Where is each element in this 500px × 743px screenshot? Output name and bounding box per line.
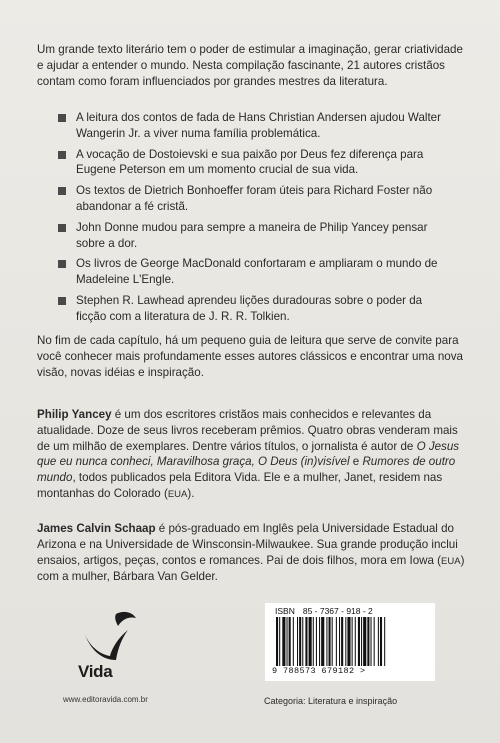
country-abbrev: EUA — [167, 488, 188, 500]
author-name: James Calvin Schaap — [37, 522, 156, 535]
book-title: que eu nunca conheci, Maravilhosa graça, O Deus (in)visível — [37, 455, 350, 469]
book-title: mundo — [37, 471, 73, 485]
square-bullet-icon — [58, 187, 66, 195]
bio-text: ). — [187, 486, 195, 500]
category-label: Categoria: Literatura e inspiração — [264, 696, 398, 706]
square-bullet-icon — [58, 151, 66, 159]
bio-text: de um milhão de exemplares. Dentre vários títulos, o jornalista é autor de — [37, 439, 417, 453]
barcode-icon — [274, 617, 422, 666]
author-bio-yancey — [37, 407, 467, 503]
closing-paragraph — [37, 333, 467, 380]
list-item-line: John Donne mudou para sempre a maneira de Philip Yancey pensar — [76, 220, 428, 234]
intro-line: e ajudar a entender o mundo. Nesta compilação fascinante, 21 autores cristãos — [37, 58, 445, 72]
list-item — [58, 147, 478, 179]
publisher-logo-text: Vida — [78, 662, 113, 681]
list-item — [58, 183, 478, 215]
square-bullet-icon — [58, 297, 66, 305]
list-item-line: abandonar a fé cristã. — [76, 199, 189, 213]
bio-line — [37, 553, 467, 570]
list-item — [58, 220, 478, 252]
bio-text: é pós-graduado em Inglês pela Universidade Estadual do — [155, 522, 454, 535]
list-item — [58, 293, 478, 325]
closing-line: No fim de cada capítulo, há um pequeno guia de leitura que serve de convite para — [37, 334, 459, 347]
list-item-line: Os textos de Dietrich Bonhoeffer foram úteis para Richard Foster não — [76, 184, 433, 198]
list-item-line: A leitura dos contos de fada de Hans Christian Andersen ajudou Walter — [76, 111, 441, 124]
bio-line: com a mulher, Bárbara Van Gelder. — [37, 570, 218, 584]
square-bullet-icon — [58, 224, 66, 232]
bio-line — [37, 470, 467, 486]
bio-line — [37, 486, 467, 503]
list-item-line: Eugene Peterson em um momento crucial de sua vida. — [76, 163, 359, 177]
bio-line — [37, 454, 467, 470]
isbn-number: 85 - 7367 - 918 - 2 — [302, 606, 373, 616]
list-item-line: Stephen R. Lawhead aprendeu lições duradouras sobre o poder da — [76, 293, 423, 307]
book-title: Rumores de outro — [362, 455, 456, 469]
intro-paragraph — [37, 42, 467, 89]
bio-text: é um dos escritores cristãos mais conhecidos e relevantes da — [111, 408, 432, 421]
list-item-line: Wangerin Jr. a viver numa família problemática. — [76, 126, 321, 140]
author-name: Philip Yancey — [37, 408, 112, 421]
list-item — [58, 256, 478, 288]
list-item — [58, 110, 478, 142]
bio-text: ) — [460, 553, 465, 567]
intro-line: contam como foram influenciados por grandes mestres da literatura. — [37, 74, 388, 88]
closing-line: visão, novas idéias e inspiração. — [37, 365, 204, 379]
list-item-line: ficção com a literatura de J. R. R. Tolkien. — [76, 309, 290, 323]
bio-text: ensaios, artigos, peças, contos e romances. Pai de dois filhos, mora em Iowa ( — [37, 553, 442, 567]
author-bio-schaap — [37, 521, 467, 585]
list-item-line: Os livros de George MacDonald confortaram e ampliaram o mundo de — [76, 257, 438, 271]
bio-text: e — [349, 455, 363, 469]
bio-line — [37, 407, 467, 423]
highlights-list — [58, 110, 478, 330]
country-abbrev: EUA — [441, 555, 461, 567]
publisher-website: www.editoravida.com.br — [63, 695, 148, 704]
bio-line: Arizona e na Universidade de Winsconsin-Milwaukee. Sua grande produção inclui — [37, 537, 458, 551]
bio-text: , todos publicados pela Editora Vida. Ele e a mulher, Janet, residem nas — [72, 471, 443, 485]
isbn-label: ISBN — [275, 606, 295, 616]
bio-text: montanhas do Colorado ( — [37, 486, 168, 500]
bio-line: atualidade. Doze de seus livros receberam prêmios. Quatro obras venderam mais — [37, 423, 458, 437]
barcode-digits: 9 788573 679182 > — [272, 666, 366, 676]
list-item-line: Madeleine L'Engle. — [76, 273, 175, 287]
square-bullet-icon — [58, 114, 66, 122]
isbn — [275, 606, 425, 616]
list-item-line: sobre a dor. — [76, 236, 138, 250]
list-item-line: A vocação de Dostoievski e sua paixão por Deus fez diferença para — [76, 147, 424, 161]
bio-line — [37, 439, 467, 455]
book-title: O Jesus — [416, 439, 460, 453]
intro-line: Um grande texto literário tem o poder de estimular a imaginação, gerar criatividade — [37, 43, 463, 56]
closing-line: você conhecer mais profundamente esses autores clássicos e encontrar uma nova — [37, 349, 463, 363]
bio-line — [37, 521, 467, 537]
square-bullet-icon — [58, 260, 66, 268]
